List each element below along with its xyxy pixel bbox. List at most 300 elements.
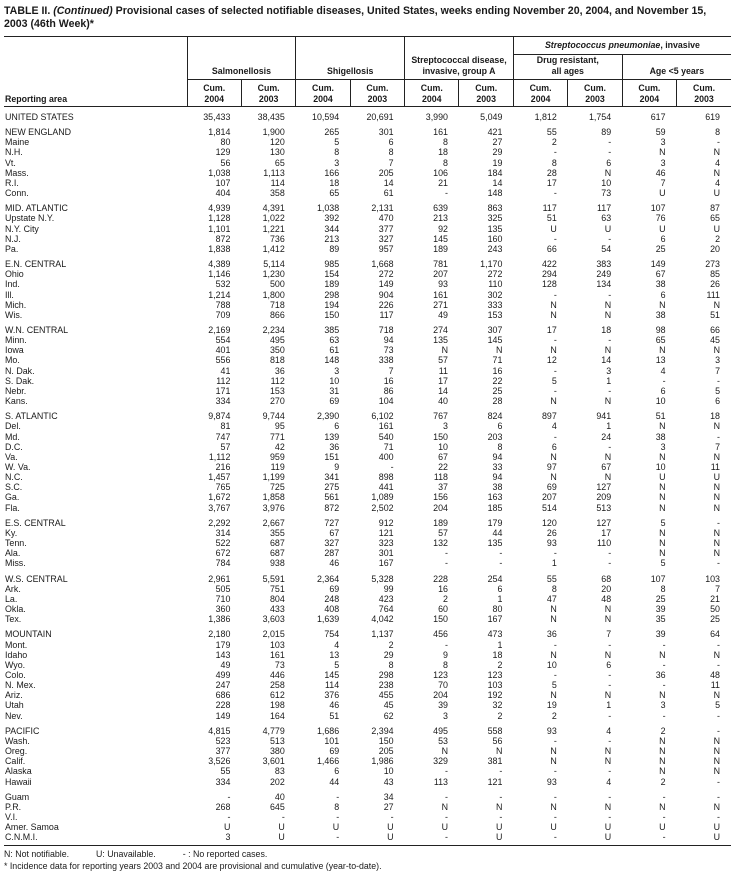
value-cell: - bbox=[717, 375, 720, 386]
value-cell: N bbox=[659, 649, 666, 660]
legend-unavailable: U: Unavailable. bbox=[96, 849, 156, 860]
table-row bbox=[4, 548, 731, 558]
value-cell: - bbox=[390, 462, 394, 472]
value-cell: - bbox=[227, 812, 231, 822]
value-cell: U bbox=[550, 822, 557, 833]
value-cell: - bbox=[336, 812, 340, 822]
value-cell: - bbox=[717, 791, 720, 802]
value-cell: 4,939 bbox=[208, 203, 231, 214]
value-cell: 1,672 bbox=[208, 492, 231, 503]
value-cell: - bbox=[717, 776, 720, 787]
value-cell: 204 bbox=[433, 690, 448, 701]
value-cell: N bbox=[659, 548, 666, 559]
area-cell: E.S. CENTRAL bbox=[5, 517, 66, 528]
value-cell: 93 bbox=[546, 538, 557, 549]
value-cell: 46 bbox=[329, 558, 340, 569]
table-row bbox=[4, 345, 731, 355]
header-strep-a-line1: Streptococcal disease, bbox=[411, 55, 507, 65]
value-cell: 872 bbox=[215, 233, 231, 244]
value-cell: 119 bbox=[270, 462, 285, 472]
value-cell: 818 bbox=[269, 355, 285, 366]
table-row bbox=[4, 528, 731, 538]
value-cell: 13 bbox=[655, 355, 666, 366]
value-cell: 127 bbox=[596, 517, 612, 528]
value-cell: 3,526 bbox=[208, 756, 231, 767]
table-row bbox=[4, 421, 731, 431]
value-cell: 18 bbox=[492, 649, 503, 660]
value-cell: 156 bbox=[433, 492, 448, 503]
value-cell: 69 bbox=[329, 396, 340, 407]
value-cell: 123 bbox=[433, 669, 448, 680]
value-cell: 3,603 bbox=[262, 614, 285, 625]
title-continued: (Continued) bbox=[53, 5, 113, 17]
value-cell: N bbox=[659, 801, 666, 812]
value-cell: 271 bbox=[433, 299, 448, 310]
value-cell: 1,800 bbox=[262, 289, 285, 300]
value-cell: 408 bbox=[324, 604, 340, 615]
value-cell: U bbox=[659, 472, 666, 483]
value-cell: 5,114 bbox=[263, 259, 285, 270]
value-cell: 150 bbox=[433, 431, 448, 442]
table-row bbox=[4, 822, 731, 832]
value-cell: U bbox=[332, 822, 340, 833]
value-cell: 3 bbox=[443, 421, 448, 432]
value-cell: 120 bbox=[269, 137, 285, 148]
value-cell: N bbox=[659, 345, 666, 356]
value-cell: 985 bbox=[324, 259, 340, 270]
value-cell: N bbox=[441, 801, 448, 812]
value-cell: 3,990 bbox=[425, 112, 448, 122]
value-cell: 145 bbox=[324, 669, 340, 680]
value-cell: U bbox=[604, 223, 612, 234]
value-cell: 1,900 bbox=[262, 127, 285, 138]
value-cell: 499 bbox=[215, 669, 231, 680]
value-cell: 238 bbox=[378, 680, 394, 691]
value-cell: 334 bbox=[215, 776, 231, 787]
table-row bbox=[4, 137, 731, 147]
value-cell: N bbox=[713, 482, 720, 493]
table-row bbox=[4, 482, 731, 492]
value-cell: N bbox=[604, 746, 612, 757]
value-cell: U bbox=[568, 832, 622, 846]
value-cell: 4,815 bbox=[208, 725, 231, 736]
value-cell: 47 bbox=[546, 593, 557, 604]
value-cell: - bbox=[717, 725, 720, 736]
value-cell: 8 bbox=[497, 441, 503, 452]
value-cell: 1,199 bbox=[262, 472, 285, 483]
value-cell: - bbox=[717, 710, 720, 721]
value-cell: 2,667 bbox=[262, 517, 285, 528]
value-cell: 6 bbox=[551, 441, 557, 452]
legend-not-notifiable: N: Not notifiable. bbox=[4, 849, 70, 860]
value-cell: 639 bbox=[433, 203, 448, 214]
value-cell: 65 bbox=[655, 335, 666, 346]
value-cell: 1,686 bbox=[316, 725, 340, 736]
value-cell: N bbox=[604, 472, 612, 483]
value-cell: U bbox=[659, 188, 666, 199]
value-cell: N bbox=[604, 396, 612, 407]
value-cell: 2,961 bbox=[208, 573, 231, 584]
value-cell: U bbox=[350, 832, 404, 846]
value-cell: 872 bbox=[324, 502, 340, 513]
footnotes bbox=[4, 849, 731, 872]
header-cum-2004-strep-a: Cum. 2004 bbox=[405, 80, 459, 107]
value-cell: 897 bbox=[541, 411, 557, 422]
value-cell: 751 bbox=[269, 583, 285, 594]
value-cell: N bbox=[659, 299, 666, 310]
value-cell: 54 bbox=[601, 243, 612, 254]
value-cell: 554 bbox=[215, 335, 231, 346]
value-cell: 270 bbox=[269, 396, 285, 407]
value-cell: - bbox=[717, 431, 720, 442]
table-row bbox=[4, 492, 731, 502]
value-cell: 1,858 bbox=[262, 492, 285, 503]
value-cell: 446 bbox=[269, 669, 285, 680]
value-cell: 62 bbox=[383, 710, 394, 721]
area-cell: S. Dak. bbox=[5, 375, 35, 386]
value-cell: N bbox=[713, 735, 720, 746]
value-cell: N bbox=[713, 801, 720, 812]
value-cell: 94 bbox=[492, 451, 503, 462]
value-cell: 4 bbox=[551, 421, 557, 432]
value-cell: - bbox=[445, 558, 448, 569]
value-cell: 272 bbox=[487, 269, 503, 280]
value-cell: 145 bbox=[433, 233, 448, 244]
value-cell: 16 bbox=[438, 583, 448, 594]
value-cell: 107 bbox=[215, 177, 231, 188]
table-row bbox=[4, 624, 731, 639]
table-row bbox=[4, 366, 731, 376]
value-cell: 20 bbox=[710, 243, 720, 254]
table-row bbox=[4, 290, 731, 300]
value-cell: 1,838 bbox=[208, 243, 231, 254]
value-cell: 6,102 bbox=[371, 411, 394, 422]
area-cell: Wash. bbox=[5, 735, 30, 746]
area-cell: Ark. bbox=[5, 583, 21, 594]
value-cell: 55 bbox=[546, 127, 557, 138]
value-cell: 1,089 bbox=[371, 492, 394, 503]
table-row bbox=[4, 147, 731, 157]
area-cell: N.H. bbox=[5, 147, 23, 158]
table-row bbox=[4, 756, 731, 766]
header-drug-line1: Drug resistant, bbox=[536, 55, 599, 65]
value-cell: 3,601 bbox=[262, 756, 285, 767]
value-cell: 184 bbox=[487, 167, 503, 178]
value-cell: 89 bbox=[601, 127, 612, 138]
table-row bbox=[4, 721, 731, 736]
table-row bbox=[4, 766, 731, 776]
value-cell: 70 bbox=[438, 680, 448, 691]
value-cell: 64 bbox=[710, 629, 720, 640]
value-cell: 2,502 bbox=[371, 502, 394, 513]
value-cell: 132 bbox=[433, 538, 448, 549]
value-cell: 9 bbox=[334, 462, 340, 472]
value-cell: 45 bbox=[710, 335, 720, 346]
value-cell: 358 bbox=[269, 188, 285, 199]
value-cell: N bbox=[550, 309, 557, 320]
value-cell: 10 bbox=[546, 659, 557, 670]
value-cell: 216 bbox=[215, 462, 231, 472]
area-cell: Tenn. bbox=[5, 538, 27, 549]
value-cell: 107 bbox=[650, 203, 666, 214]
value-cell: 619 bbox=[705, 112, 720, 122]
value-cell: 4 bbox=[606, 776, 612, 787]
value-cell: 38 bbox=[492, 482, 503, 493]
value-cell: 686 bbox=[215, 690, 231, 701]
area-cell: R.I. bbox=[5, 177, 19, 188]
value-cell: N bbox=[441, 746, 448, 757]
value-cell: N bbox=[659, 482, 666, 493]
value-cell: 764 bbox=[378, 604, 394, 615]
value-cell: 898 bbox=[378, 472, 394, 483]
value-cell: 111 bbox=[706, 289, 720, 300]
value-cell: 273 bbox=[705, 259, 720, 270]
value-cell: 117 bbox=[542, 203, 557, 214]
table-row bbox=[4, 472, 731, 482]
value-cell: 617 bbox=[650, 112, 666, 122]
value-cell: U bbox=[604, 822, 612, 833]
value-cell: 325 bbox=[487, 213, 503, 224]
value-cell: 69 bbox=[329, 583, 340, 594]
value-cell: 736 bbox=[269, 233, 285, 244]
value-cell: 2,180 bbox=[208, 629, 231, 640]
value-cell: - bbox=[717, 639, 720, 650]
value-cell: N bbox=[713, 421, 720, 432]
value-cell: - bbox=[445, 766, 448, 777]
value-cell: 2,131 bbox=[371, 203, 394, 214]
value-cell: 725 bbox=[269, 482, 285, 493]
value-cell: 179 bbox=[215, 639, 231, 650]
value-cell: 5,591 bbox=[262, 573, 285, 584]
value-cell: 10 bbox=[438, 441, 448, 452]
value-cell: 2,169 bbox=[208, 324, 231, 335]
value-cell: N bbox=[550, 472, 557, 483]
value-cell: 4 bbox=[660, 365, 666, 376]
area-cell: Ohio bbox=[5, 269, 24, 280]
value-cell: 11 bbox=[710, 680, 720, 691]
value-cell: 6 bbox=[715, 396, 720, 407]
value-cell: 19 bbox=[492, 157, 503, 168]
table-row bbox=[4, 432, 731, 442]
value-cell: 38 bbox=[655, 309, 666, 320]
value-cell: 338 bbox=[378, 355, 394, 366]
value-cell: 28 bbox=[546, 167, 557, 178]
value-cell: 202 bbox=[269, 776, 285, 787]
value-cell: 143 bbox=[215, 649, 231, 660]
value-cell: 63 bbox=[329, 335, 340, 346]
value-cell: 69 bbox=[546, 482, 557, 493]
value-cell: 22 bbox=[492, 375, 503, 386]
value-cell: 203 bbox=[487, 431, 503, 442]
table-row bbox=[4, 122, 731, 137]
table-row bbox=[4, 584, 731, 594]
value-cell: 66 bbox=[546, 243, 557, 254]
area-cell: S. ATLANTIC bbox=[5, 411, 58, 422]
value-cell: 248 bbox=[324, 593, 340, 604]
value-cell: 49 bbox=[220, 659, 231, 670]
value-cell: 9,874 bbox=[208, 411, 231, 422]
value-cell: 51 bbox=[546, 213, 557, 224]
value-cell: N bbox=[550, 299, 557, 310]
value-cell: 301 bbox=[378, 127, 394, 138]
value-cell: 495 bbox=[269, 335, 285, 346]
value-cell: N bbox=[604, 604, 612, 615]
value-cell: - bbox=[553, 188, 557, 199]
value-cell: 5 bbox=[334, 137, 340, 148]
value-cell: 385 bbox=[324, 324, 340, 335]
value-cell: 422 bbox=[541, 259, 557, 270]
table-row bbox=[4, 746, 731, 756]
value-cell: 53 bbox=[438, 735, 448, 746]
value-cell: 87 bbox=[710, 203, 720, 214]
value-cell: - bbox=[445, 639, 448, 650]
header-reporting-area: Reporting area bbox=[4, 37, 187, 107]
header-cum-2004-shigellosis: Cum. 2004 bbox=[296, 80, 350, 107]
value-cell: 228 bbox=[215, 700, 231, 711]
table-row bbox=[4, 690, 731, 700]
value-cell: 268 bbox=[215, 801, 231, 812]
value-cell: 323 bbox=[378, 538, 394, 549]
value-cell: 37 bbox=[438, 482, 448, 493]
value-cell: N bbox=[713, 690, 720, 701]
header-row-top bbox=[4, 37, 731, 55]
value-cell: 149 bbox=[378, 279, 394, 290]
value-cell: 39 bbox=[438, 700, 448, 711]
header-cum-2004-drug-resistant: Cum. 2004 bbox=[513, 80, 567, 107]
value-cell: 1,386 bbox=[208, 614, 231, 625]
table-header bbox=[4, 37, 731, 107]
value-cell: - bbox=[281, 812, 285, 822]
value-cell: 45 bbox=[383, 700, 394, 711]
value-cell: 247 bbox=[215, 680, 231, 691]
value-cell: 73 bbox=[601, 188, 612, 199]
value-cell: 523 bbox=[215, 735, 231, 746]
value-cell: 5 bbox=[715, 700, 720, 711]
value-cell: 189 bbox=[324, 279, 340, 290]
value-cell: 8 bbox=[388, 147, 394, 158]
area-cell: Iowa bbox=[5, 345, 24, 356]
value-cell: - bbox=[608, 680, 612, 691]
value-cell: 73 bbox=[383, 345, 394, 356]
value-cell: 1 bbox=[497, 639, 503, 650]
table-row bbox=[4, 736, 731, 746]
value-cell: 32 bbox=[492, 700, 503, 711]
value-cell: 272 bbox=[378, 269, 394, 280]
area-cell: NEW ENGLAND bbox=[5, 127, 72, 138]
value-cell: 2 bbox=[497, 710, 503, 721]
table-row bbox=[4, 320, 731, 335]
table-row bbox=[4, 462, 731, 472]
table-row bbox=[4, 650, 731, 660]
area-cell: Ga. bbox=[5, 492, 20, 503]
value-cell: 117 bbox=[379, 309, 394, 320]
value-cell: 718 bbox=[269, 299, 285, 310]
value-cell: 67 bbox=[601, 462, 612, 472]
value-cell: 3 bbox=[334, 365, 340, 376]
value-cell: 4,779 bbox=[262, 725, 285, 736]
value-cell: 31 bbox=[329, 385, 340, 396]
value-cell: 123 bbox=[487, 669, 503, 680]
value-cell: 1,668 bbox=[371, 259, 394, 270]
value-cell: N bbox=[713, 299, 720, 310]
legend-no-reported-cases: - : No reported cases. bbox=[182, 849, 268, 860]
value-cell: 71 bbox=[383, 441, 394, 452]
value-cell: U bbox=[223, 822, 231, 833]
value-cell: - bbox=[499, 812, 503, 822]
value-cell: 1,812 bbox=[534, 112, 557, 122]
value-cell: N bbox=[604, 345, 612, 356]
value-cell: 767 bbox=[433, 411, 448, 422]
value-cell: 3 bbox=[660, 137, 666, 148]
value-cell: - bbox=[405, 832, 459, 846]
value-cell: 1,457 bbox=[208, 472, 231, 483]
value-cell: 95 bbox=[274, 421, 285, 432]
value-cell: 612 bbox=[269, 690, 285, 701]
value-cell: 6 bbox=[606, 157, 612, 168]
area-cell: Mont. bbox=[5, 639, 28, 650]
value-cell: 29 bbox=[383, 649, 394, 660]
value-cell: 771 bbox=[269, 431, 285, 442]
value-cell: 1 bbox=[606, 421, 612, 432]
value-cell: - bbox=[662, 639, 666, 650]
value-cell: 4 bbox=[715, 157, 720, 168]
value-cell: 1,412 bbox=[262, 243, 285, 254]
value-cell: 226 bbox=[378, 299, 394, 310]
value-cell: 5,328 bbox=[371, 573, 394, 584]
value-cell: 83 bbox=[274, 766, 285, 777]
value-cell: 104 bbox=[378, 396, 394, 407]
area-cell: Ky. bbox=[5, 527, 18, 538]
table-row bbox=[4, 178, 731, 188]
value-cell: 513 bbox=[269, 735, 285, 746]
header-strep-a-line2: invasive, group A bbox=[422, 65, 496, 76]
value-cell: 9 bbox=[443, 649, 448, 660]
value-cell: 26 bbox=[546, 527, 557, 538]
value-cell: 130 bbox=[269, 147, 285, 158]
value-cell: 1 bbox=[497, 593, 503, 604]
value-cell: 57 bbox=[438, 527, 448, 538]
value-cell: 112 bbox=[216, 375, 231, 386]
value-cell: 135 bbox=[487, 538, 503, 549]
value-cell: 8 bbox=[388, 659, 394, 670]
value-cell: 36 bbox=[655, 669, 666, 680]
value-cell: N bbox=[550, 614, 557, 625]
value-cell: - bbox=[445, 188, 448, 199]
value-cell: 25 bbox=[655, 593, 666, 604]
value-cell: 302 bbox=[487, 289, 503, 300]
value-cell: 121 bbox=[378, 527, 394, 538]
value-cell: 207 bbox=[433, 269, 448, 280]
value-cell: 275 bbox=[324, 482, 340, 493]
area-cell: Va. bbox=[5, 451, 18, 462]
value-cell: - bbox=[717, 812, 720, 822]
value-cell: 28 bbox=[492, 396, 503, 407]
value-cell: 7 bbox=[715, 441, 720, 452]
value-cell: 69 bbox=[329, 746, 340, 757]
value-cell: 8 bbox=[443, 659, 448, 670]
value-cell: 228 bbox=[433, 573, 448, 584]
value-cell: 114 bbox=[270, 177, 285, 188]
value-cell: 179 bbox=[487, 517, 503, 528]
value-cell: 67 bbox=[329, 527, 340, 538]
area-cell: Maine bbox=[5, 137, 30, 148]
table-row bbox=[4, 802, 731, 812]
value-cell: 129 bbox=[215, 147, 231, 158]
value-cell: 128 bbox=[541, 279, 557, 290]
value-cell: 863 bbox=[487, 203, 503, 214]
value-cell: - bbox=[608, 335, 612, 346]
value-cell: 6 bbox=[334, 766, 340, 777]
